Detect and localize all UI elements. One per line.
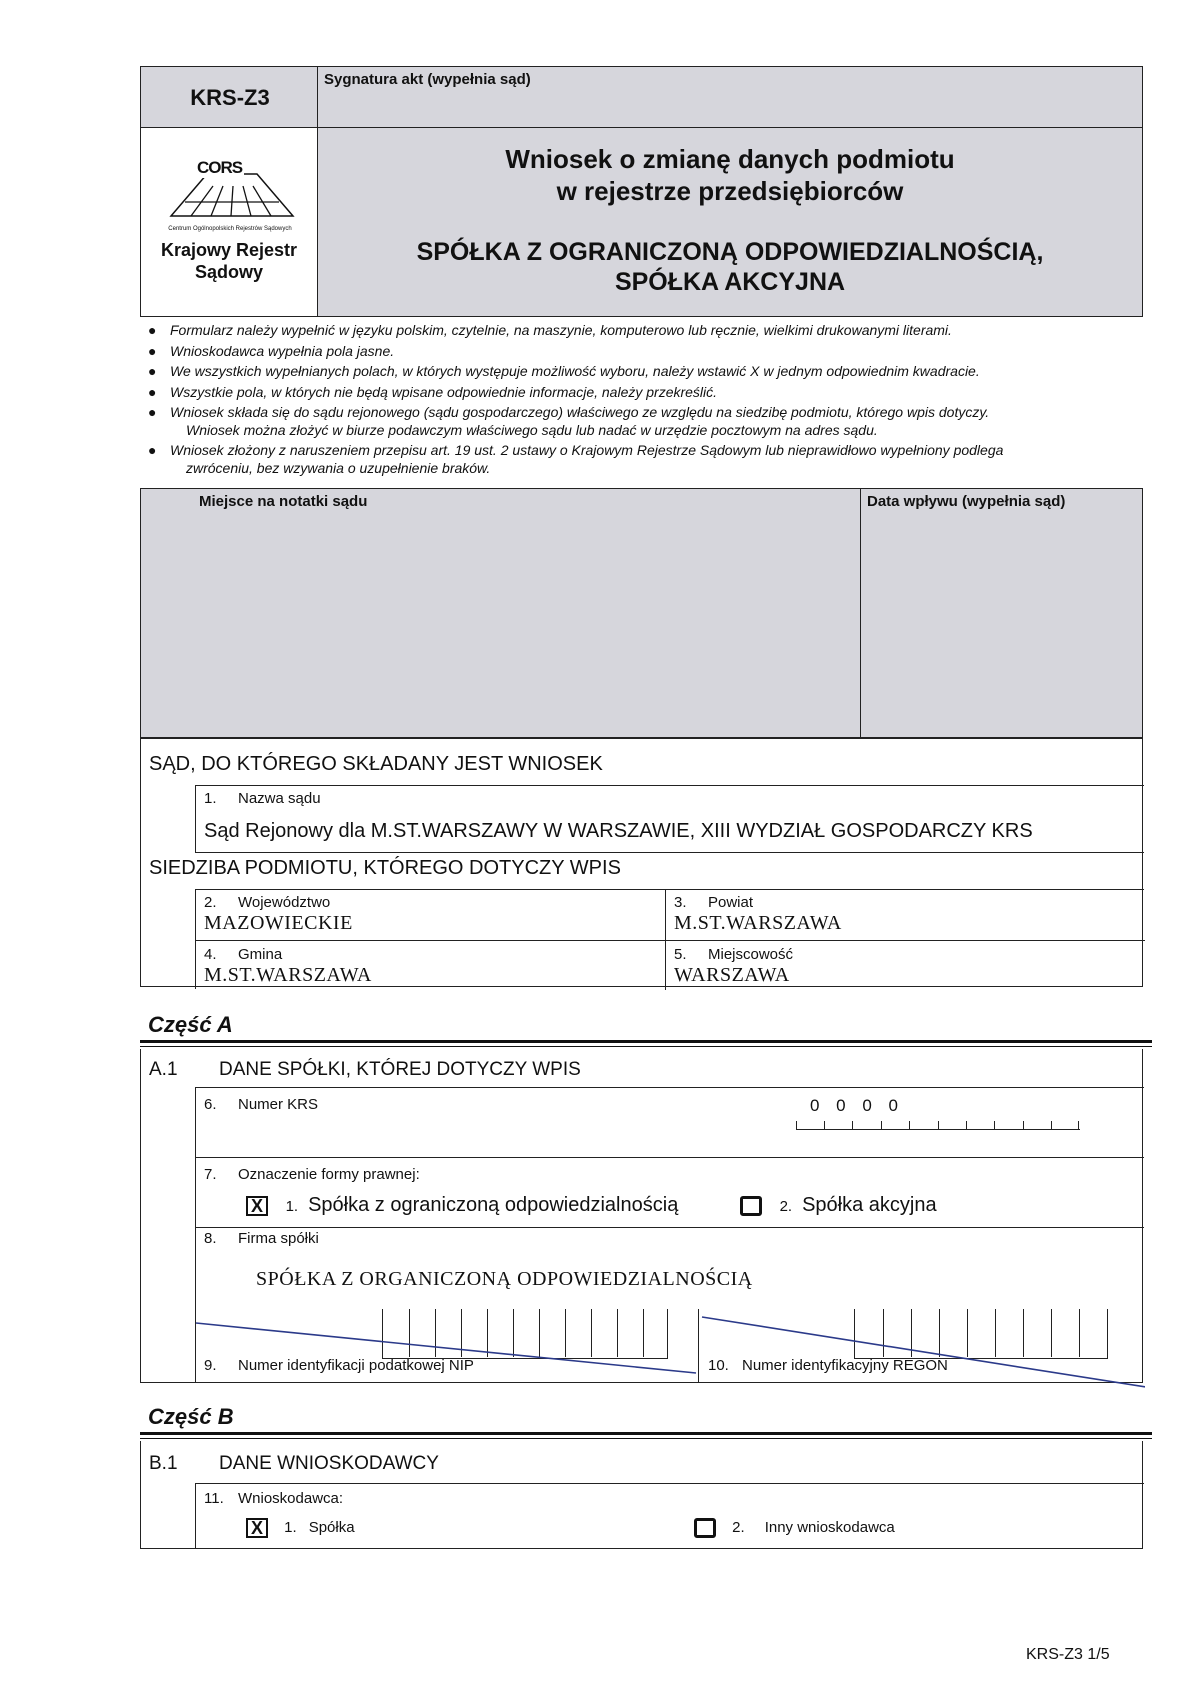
- nip-label: Numer identyfikacji podatkowej NIP: [238, 1357, 474, 1374]
- instruction-item: ● Wnioskodawca wypełnia pola jasne.: [148, 342, 395, 359]
- locality-field[interactable]: 5. Miejscowość WARSZAWA: [674, 946, 1134, 987]
- court-notes-label: Miejsce na notatki sądu: [199, 493, 368, 510]
- krs-value: 0 0 0 0: [810, 1096, 904, 1115]
- bullet-icon: ●: [148, 404, 157, 420]
- logo-text: CORS: [197, 158, 243, 177]
- strike-through-line-icon: [196, 1309, 1145, 1389]
- registry-name-line2: Sądowy: [194, 262, 264, 282]
- regon-label: Numer identyfikacyjny REGON: [742, 1357, 948, 1374]
- applicant-option-1[interactable]: X 1. Spółka: [246, 1518, 355, 1538]
- nip-label-row: 9. Numer identyfikacji podatkowej NIP: [204, 1357, 474, 1374]
- part-a-section-title: DANE SPÓŁKI, KTÓREJ DOTYCZY WPIS: [219, 1059, 581, 1080]
- county-value: M.ST.WARSZAWA: [674, 912, 842, 934]
- voivodeship-value: MAZOWIECKIE: [204, 912, 353, 934]
- logo-box: [140, 127, 318, 317]
- form-code: KRS-Z3: [190, 85, 270, 110]
- part-b-rule: [140, 1432, 1152, 1435]
- field-number: 1.: [204, 790, 217, 807]
- locality-value: WARSZAWA: [674, 964, 790, 986]
- instruction-item: ● We wszystkich wypełnianych polach, w których występuje możliwość wyboru, należy wstawić X w jednym odpowiednim kwadracie.: [148, 363, 980, 379]
- bullet-icon: ●: [148, 342, 157, 359]
- logo-subtext: Centrum Ogólnopolskich Rejestrów Sądowych: [168, 226, 292, 232]
- bullet-icon: ●: [148, 442, 157, 458]
- bullet-icon: ●: [148, 383, 157, 400]
- checked-checkbox-icon[interactable]: X: [246, 1518, 268, 1538]
- legal-form-option-1[interactable]: X 1. Spółka z ograniczoną odpowiedzialnością: [246, 1194, 678, 1217]
- court-name-field[interactable]: [195, 785, 1144, 853]
- county-field[interactable]: 3. Powiat M.ST.WARSZAWA: [674, 894, 1134, 935]
- seat-section-heading: SIEDZIBA PODMIOTU, KTÓREGO DOTYCZY WPIS: [149, 857, 621, 879]
- part-a-section-code: A.1: [149, 1059, 178, 1080]
- applicant-option-2[interactable]: 2. Inny wnioskodawca: [694, 1518, 895, 1538]
- company-name-label: Firma spółki: [238, 1230, 319, 1247]
- form-subtitle-line2: SPÓŁKA AKCYJNA: [614, 268, 846, 296]
- court-section: [140, 737, 1143, 987]
- part-b-section-title: DANE WNIOSKODAWCY: [219, 1453, 439, 1474]
- legal-form-option-2-label: Spółka akcyjna: [802, 1194, 937, 1216]
- krs-label: Numer KRS: [238, 1096, 319, 1113]
- part-b-rule-thin: [140, 1438, 1152, 1439]
- krs-digit-boxes: [796, 1120, 1080, 1130]
- legal-form-option-1-label: Spółka z ograniczoną odpowiedzialnością: [308, 1194, 679, 1216]
- title-box: [317, 127, 1143, 317]
- company-name-field[interactable]: 8. Firma spółki SPÓŁKA Z ORGANICZONĄ ODPOWIEDZIALNOŚCIĄ: [195, 1227, 1144, 1309]
- tax-ids-row: [195, 1309, 1144, 1383]
- part-b-section-code: B.1: [149, 1453, 178, 1474]
- instruction-item-continued: Wniosek można złożyć w biurze podawczym właściwego sądu lub nadać w urzędzie pocztowym na adres sądu.: [186, 421, 878, 438]
- instructions: [148, 322, 1148, 477]
- signature-label: Sygnatura akt (wypełnia sąd): [324, 71, 531, 88]
- applicant-option-2-label: Inny wnioskodawca: [764, 1518, 895, 1536]
- part-a-title: Część A: [148, 1012, 233, 1037]
- form-subtitle-line1: SPÓŁKA Z OGRANICZONĄ ODPOWIEDZIALNOŚCIĄ,: [416, 238, 1044, 266]
- checked-checkbox-icon[interactable]: X: [246, 1196, 268, 1216]
- form-code-box: [140, 66, 318, 128]
- legal-form-label: Oznaczenie formy prawnej:: [238, 1166, 420, 1183]
- regon-label-row: 10. Numer identyfikacyjny REGON: [708, 1357, 948, 1374]
- court-name-label-row: [204, 790, 321, 808]
- receipt-date-box: [860, 488, 1143, 738]
- form-title-line2: w rejestrze przedsiębiorców: [556, 176, 904, 206]
- court-notes-box: [140, 488, 861, 738]
- form-title-line1: Wniosek o zmianę danych podmiotu: [505, 144, 955, 174]
- applicant-option-1-label: Spółka: [308, 1518, 355, 1536]
- applicant-label: Wnioskodawca:: [238, 1490, 344, 1507]
- part-a-rule-thin: [140, 1046, 1152, 1047]
- legal-form-field: 7. Oznaczenie formy prawnej: X 1. Spółka z ograniczoną odpowiedzialnością 2. Spółka akcyjna: [195, 1157, 1144, 1227]
- municipality-field[interactable]: 4. Gmina M.ST.WARSZAWA: [204, 946, 654, 987]
- part-b-section: [140, 1441, 1143, 1549]
- instruction-item: ● Wszystkie pola, w których nie będą wpisane odpowiednie informacje, należy przekreślić.: [148, 383, 718, 400]
- seat-fields: [195, 889, 1144, 989]
- court-section-heading: SĄD, DO KTÓREGO SKŁADANY JEST WNIOSEK: [149, 753, 603, 775]
- municipality-value: M.ST.WARSZAWA: [204, 964, 372, 986]
- unchecked-checkbox-icon[interactable]: [694, 1518, 716, 1538]
- part-a-section: [140, 1049, 1143, 1383]
- part-b-title: Część B: [148, 1404, 234, 1429]
- unchecked-checkbox-icon[interactable]: [740, 1196, 762, 1216]
- part-a-rule: [140, 1040, 1152, 1043]
- bullet-icon: ●: [148, 363, 157, 379]
- signature-box: [317, 66, 1143, 128]
- instruction-item: ● Formularz należy wypełnić w języku polskim, czytelnie, na maszynie, komputerowo lub ręcznie, wielkimi drukowanymi literami.: [148, 322, 952, 338]
- page-number: KRS-Z3 1/5: [1026, 1646, 1110, 1663]
- voivodeship-field[interactable]: 2. Województwo MAZOWIECKIE: [204, 894, 654, 935]
- company-name-value: SPÓŁKA Z ORGANICZONĄ ODPOWIEDZIALNOŚCIĄ: [256, 1268, 753, 1290]
- receipt-date-label: Data wpływu (wypełnia sąd): [867, 493, 1066, 510]
- instruction-item-continued: zwróceniu, bez wzywania o uzupełnienie braków.: [186, 459, 491, 476]
- court-name-value: Sąd Rejonowy dla M.ST.WARSZAWY W WARSZAWIE, XIII WYDZIAŁ GOSPODARCZY KRS: [204, 820, 1033, 842]
- court-name-label: Nazwa sądu: [238, 790, 321, 807]
- instruction-item: ● Wniosek składa się do sądu rejonowego (sądu gospodarczego) właściwego ze względu na siedzibę podmiotu, którego wpis dotyczy.: [148, 404, 990, 420]
- krs-field[interactable]: 6. Numer KRS 0 0 0 0: [195, 1087, 1144, 1157]
- bullet-icon: ●: [148, 322, 157, 338]
- legal-form-option-2[interactable]: 2. Spółka akcyjna: [740, 1194, 937, 1217]
- registry-name-line1: Krajowy Rejestr: [160, 240, 298, 260]
- instruction-item: ● Wniosek złożony z naruszeniem przepisu art. 19 ust. 2 ustawy o Krajowym Rejestrze Sądowym lub nieprawidłowo wypełniony podlega: [148, 442, 1004, 458]
- applicant-field: 11. Wnioskodawca: X 1. Spółka 2. Inny wnioskodawca: [195, 1483, 1144, 1549]
